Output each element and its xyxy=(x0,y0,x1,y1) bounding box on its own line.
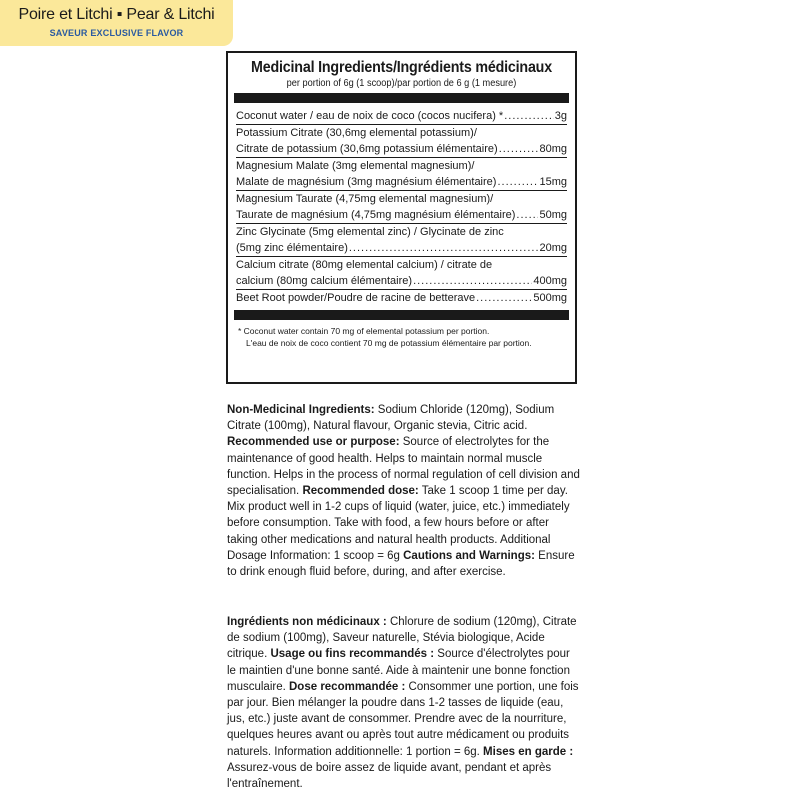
section-text: Ensure to drink enough fluid before, during, and after exercise. xyxy=(227,549,575,579)
ingredient-line xyxy=(236,141,567,157)
ingredient-line xyxy=(236,108,567,124)
ingredient-row xyxy=(236,224,567,256)
section-heading: Mises en garde : xyxy=(483,745,574,758)
ingredient-amount: 400mg xyxy=(533,275,567,287)
dot-leader xyxy=(499,141,539,157)
flavor-subtitle: SAVEUR EXCLUSIVE FLAVOR xyxy=(49,28,184,38)
ingredient-amount: 15mg xyxy=(539,176,567,188)
ingredient-row xyxy=(236,290,567,306)
ingredient-name: Potassium Citrate (30,6mg elemental potassium)/ xyxy=(236,127,477,139)
ingredient-name: Citrate de potassium (30,6mg potassium élémentaire) xyxy=(236,143,498,155)
ingredient-line xyxy=(236,273,567,289)
panel-title: Medicinal Ingredients/Ingrédients médicinaux xyxy=(251,59,552,76)
ingredient-row xyxy=(236,191,567,223)
section-heading: Ingrédients non médicinaux : xyxy=(227,616,387,628)
dot-leader xyxy=(476,290,532,306)
ingredient-row xyxy=(236,108,567,124)
flavor-banner xyxy=(0,0,233,46)
ingredient-line xyxy=(236,224,567,240)
ingredient-name: Magnesium Taurate (4,75mg elemental magnesium)/ xyxy=(236,193,494,205)
divider-bar-top xyxy=(234,93,569,103)
section-heading: Usage ou fins recommandés : xyxy=(270,648,435,661)
footnote xyxy=(238,325,567,349)
ingredient-line xyxy=(236,257,567,273)
section-heading: Cautions and Warnings: xyxy=(403,549,535,562)
section-heading: Recommended dose: xyxy=(302,485,419,498)
section-text: Consommer une portion, une fois par jour. Bien mélanger la poudre dans 1-2 tasses de liquide (eau, jus, etc.) juste avant de consommer. Prendre avec de la nourriture, quelques heures avant ou après tout autre médicament ou produits naturels. Information additionnelle: 1 portion = 6g. xyxy=(227,680,579,758)
dot-leader xyxy=(497,174,538,190)
divider-bar-bottom xyxy=(234,310,569,320)
section-text: Assurez-vous de boire assez de liquide avant, pendant et après l'entraînement. xyxy=(227,761,552,791)
ingredient-name: (5mg zinc élémentaire) xyxy=(236,242,348,254)
ingredient-amount: 50mg xyxy=(539,209,567,221)
french-info-block xyxy=(227,614,582,792)
ingredient-amount: 3g xyxy=(554,110,567,122)
serving-size: per portion of 6g (1 scoop)/par portion de 6 g (1 mesure) xyxy=(286,78,517,89)
section-text: Source of electrolytes for the maintenance of good health. Helps to maintain normal muscle function. Helps in the process of normal regulation of cell division and specialisation. xyxy=(227,436,580,498)
ingredient-name: Taurate de magnésium (4,75mg magnésium élémentaire) xyxy=(236,209,516,221)
ingredient-line xyxy=(236,207,567,223)
medicinal-ingredients-panel xyxy=(226,51,577,384)
ingredient-name: Zinc Glycinate (5mg elemental zinc) / Glycinate de zinc xyxy=(236,226,504,238)
ingredient-amount: 20mg xyxy=(539,242,567,254)
dot-leader xyxy=(349,240,539,256)
dot-leader xyxy=(516,207,538,223)
section-heading: Recommended use or purpose: xyxy=(227,436,400,449)
section-text: Chlorure de sodium (120mg), Citrate de sodium (100mg), Saveur naturelle, Stévia biologique, Acide citrique. xyxy=(227,616,577,661)
ingredient-name: Malate de magnésium (3mg magnésium élémentaire) xyxy=(236,176,497,188)
ingredient-name: calcium (80mg calcium élémentaire) xyxy=(236,275,413,287)
ingredient-line xyxy=(236,191,567,207)
dot-leader xyxy=(413,273,532,289)
ingredient-list xyxy=(236,108,567,306)
ingredient-name: Magnesium Malate (3mg elemental magnesium)/ xyxy=(236,160,475,172)
ingredient-row xyxy=(236,158,567,190)
ingredient-line xyxy=(236,290,567,306)
footnote-fr: L'eau de noix de coco contient 70 mg de potassium élémentaire par portion. xyxy=(246,338,532,348)
section-text: Take 1 scoop 1 time per day. Mix product well in 1-2 cups of liquid (water, juice, etc.) immediately before consumption. Take with food, a few hours before or after taking other medications and natural health products. Additional Dosage Information: 1 scoop = 6g xyxy=(227,485,570,562)
ingredient-line xyxy=(236,174,567,190)
english-info-block xyxy=(227,402,582,580)
ingredient-amount: 80mg xyxy=(539,143,567,155)
ingredient-name: Coconut water / eau de noix de coco (cocos nucifera) * xyxy=(236,110,504,122)
ingredient-row xyxy=(236,125,567,157)
dot-leader xyxy=(504,108,554,124)
ingredient-name: Calcium citrate (80mg elemental calcium) / citrate de xyxy=(236,259,493,271)
section-heading: Non-Medicinal Ingredients: xyxy=(227,404,375,416)
section-text: Source d'électrolytes pour le maintien d'une bonne santé. Aide à maintenir une bonne fonction musculaire. xyxy=(227,648,570,693)
ingredient-line xyxy=(236,125,567,141)
ingredient-row xyxy=(236,257,567,289)
ingredient-line xyxy=(236,240,567,256)
ingredient-name: Beet Root powder/Poudre de racine de betterave xyxy=(236,292,476,304)
footnote-en: * Coconut water contain 70 mg of elemental potassium per portion. xyxy=(238,326,490,336)
ingredient-amount: 500mg xyxy=(533,292,567,304)
section-heading: Dose recommandée : xyxy=(289,680,406,693)
flavor-name: Poire et Litchi ▪ Pear & Litchi xyxy=(18,6,215,23)
section-text: Sodium Chloride (120mg), Sodium Citrate (100mg), Natural flavour, Organic stevia, Citric acid. xyxy=(227,404,555,433)
ingredient-line xyxy=(236,158,567,174)
